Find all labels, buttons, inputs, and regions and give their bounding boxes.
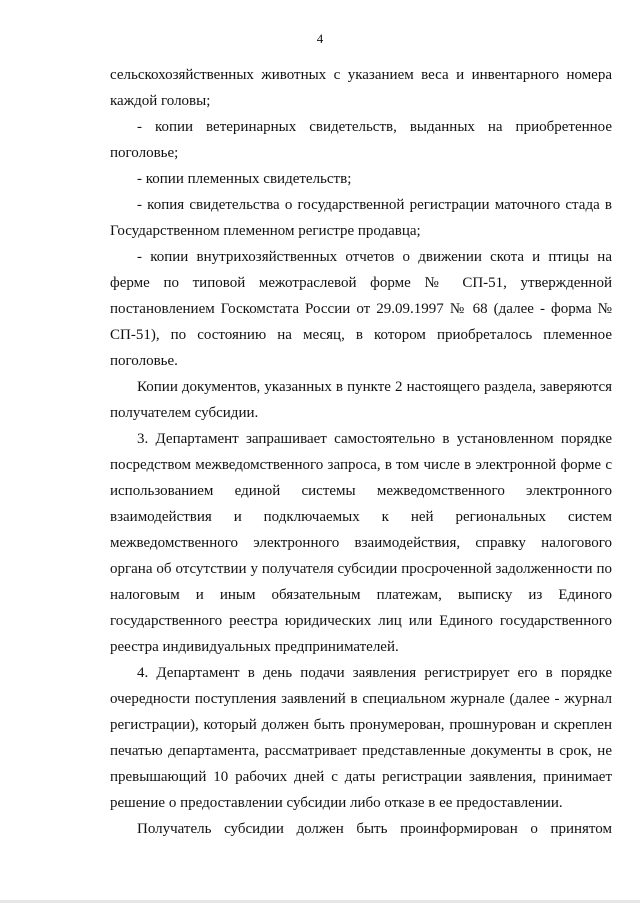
paragraph-vet-certificates: - копии ветеринарных свидетельств, выданных на приобретенное поголовье; [110,119,612,161]
paragraph-herd-registration: - копия свидетельства о государственной регистрации маточного стада в Государственном племенном регистре продавца; [110,197,612,239]
document-body [110,62,612,842]
page-number: 4 [316,31,324,46]
paragraph-breeding-certificates: - копии племенных свидетельств; [137,171,352,187]
paragraph-recipient-informed: Получатель субсидии должен быть проинформирован о принятом [137,821,612,837]
paragraph-item-3: 3. Департамент запрашивает самостоятельно в установленном порядке посредством межведомственного запроса, в том числе в электронной форме с использованием единой системы межведомственного электронного взаимодействия и подключаемых к ней региональных систем межведомственного электронного взаимодействия, справку налогового органа об отсутствии у получателя субсидии просроченной задолженности по налоговым и иным обязательным платежам, выписку из Единого государственного реестра юридических лиц или Единого государственного реестра индивидуальных предпринимателей. [110,431,612,655]
paragraph-internal-reports: - копии внутрихозяйственных отчетов о движении скота и птицы на ферме по типовой межотраслевой форме № СП-51, утвержденной постановлением Госкомстата России от 29.09.1997 № 68 (далее - форма № СП-51), по состоянию на месяц, в котором приобреталось племенное поголовье. [110,249,612,369]
paragraph-item-4: 4. Департамент в день подачи заявления регистрирует его в порядке очередности поступления заявлений в специальном журнале (далее - журнал регистрации), который должен быть пронумерован, прошнурован и скреплен печатью департамента, рассматривает представленные документы в срок, не превышающий 10 рабочих дней с даты регистрации заявления, принимает решение о предоставлении субсидии либо отказе в ее предоставлении. [110,665,612,811]
paragraph-copies-certified: Копии документов, указанных в пункте 2 настоящего раздела, заверяются получателем субсидии. [110,379,612,421]
paragraph-continuation: сельскохозяйственных животных с указанием веса и инвентарного номера каждой головы; [110,67,612,109]
